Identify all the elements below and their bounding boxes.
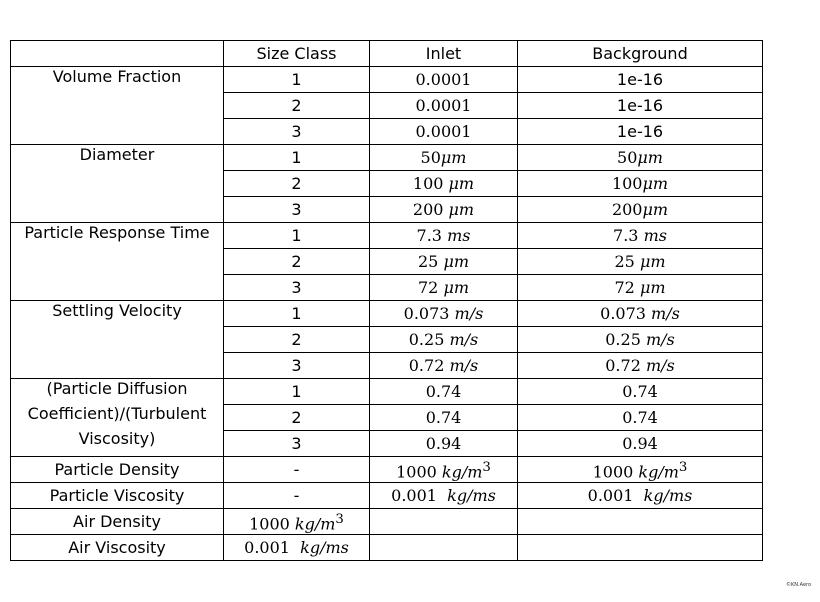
size-class-cell: 1: [224, 67, 370, 93]
inlet-cell: [370, 223, 518, 249]
value-unit: kg/ms: [447, 486, 496, 505]
value-unit: μm: [642, 174, 669, 193]
inlet-cell: [370, 535, 518, 561]
background-cell: [518, 353, 763, 379]
table-row: [11, 67, 763, 93]
background-cell: [518, 301, 763, 327]
value-unit: kg/ms: [300, 538, 349, 557]
inlet-cell: [370, 457, 518, 483]
value-unit: kg/m: [294, 514, 336, 534]
value-number: 50: [617, 148, 638, 167]
value-number: 7.3: [416, 226, 448, 245]
inlet-cell: 0.0001: [370, 119, 518, 145]
value-unit: kg/m: [638, 462, 679, 482]
background-cell: [518, 145, 763, 171]
value-number: 1000: [249, 514, 295, 534]
value-unit: μm: [448, 200, 475, 219]
size-class-cell: 2: [224, 405, 370, 431]
size-class-cell: 1: [224, 223, 370, 249]
inlet-cell: [370, 327, 518, 353]
value-unit: μm: [443, 278, 470, 297]
value-number: 200: [412, 200, 449, 219]
background-cell: [518, 535, 763, 561]
value-number: 200: [611, 200, 643, 219]
inlet-cell: 0.0001: [370, 93, 518, 119]
table-row: [11, 379, 763, 405]
background-cell: [518, 275, 763, 301]
value-number: 7.3: [613, 226, 644, 245]
value-exponent: 3: [335, 511, 344, 527]
value-number: 0.073: [403, 304, 455, 323]
background-cell: 1e-16: [518, 119, 763, 145]
size-class-cell: 2: [224, 249, 370, 275]
value-number: 25: [614, 252, 640, 271]
value-number: 0.25: [605, 330, 646, 349]
value-exponent: 3: [678, 459, 688, 475]
value-number: 0.72: [605, 356, 646, 375]
table-row: [11, 457, 763, 483]
table-row: [11, 535, 763, 561]
background-cell: [518, 483, 763, 509]
value-unit: m/s: [449, 356, 479, 375]
size-class-cell: 3: [224, 275, 370, 301]
inlet-cell: [370, 275, 518, 301]
inlet-cell: 0.74: [370, 379, 518, 405]
size-class-cell: 3: [224, 353, 370, 379]
table-row: [11, 223, 763, 249]
value-number: 50: [420, 148, 441, 167]
table-row: [11, 145, 763, 171]
value-unit: ms: [447, 226, 471, 245]
size-class-cell: 1: [224, 301, 370, 327]
value-unit: μm: [639, 252, 666, 271]
size-class-cell: 3: [224, 119, 370, 145]
size-class-cell: 2: [224, 327, 370, 353]
label-line: Coefficient)/(Turbulent: [27, 404, 207, 423]
size-class-cell: 2: [224, 93, 370, 119]
row-label-particle-density: Particle Density: [11, 457, 224, 483]
table-row: [11, 483, 763, 509]
value-number: 0.001: [244, 538, 301, 557]
size-class-cell: 1: [224, 379, 370, 405]
inlet-cell: [370, 171, 518, 197]
inlet-cell: 0.74: [370, 405, 518, 431]
size-class-cell: 3: [224, 197, 370, 223]
header-corner-cell: [11, 41, 224, 67]
row-label-air-viscosity: Air Viscosity: [11, 535, 224, 561]
inlet-cell: [370, 249, 518, 275]
size-class-cell: 1: [224, 145, 370, 171]
label-line: Viscosity): [78, 429, 156, 448]
table-row: [11, 509, 763, 535]
size-class-cell: 3: [224, 431, 370, 457]
inlet-cell: [370, 197, 518, 223]
value-unit: m/s: [454, 304, 484, 323]
inlet-cell: [370, 353, 518, 379]
background-cell: [518, 509, 763, 535]
value-unit: m/s: [645, 330, 675, 349]
inlet-cell: [370, 301, 518, 327]
value-number: 100: [412, 174, 449, 193]
inlet-cell: 0.0001: [370, 67, 518, 93]
value-number: 0.72: [408, 356, 450, 375]
value-unit: μm: [440, 148, 467, 167]
row-label-air-density: Air Density: [11, 509, 224, 535]
value-unit: m/s: [645, 356, 675, 375]
value-number: 0.25: [408, 330, 450, 349]
value-number: 1000: [592, 462, 639, 482]
header-row: [11, 41, 763, 67]
value-unit: m/s: [651, 304, 680, 323]
header-size-class: Size Class: [224, 41, 370, 67]
value-number: 1000: [396, 462, 442, 482]
background-cell: [518, 249, 763, 275]
inlet-cell: [370, 483, 518, 509]
header-inlet: Inlet: [370, 41, 518, 67]
value-number: 72: [417, 278, 444, 297]
size-class-cell: -: [224, 483, 370, 509]
value-unit: μm: [637, 148, 663, 167]
background-cell: 0.74: [518, 379, 763, 405]
row-label-settling-velocity: Settling Velocity: [11, 301, 224, 379]
row-label-volume-fraction: Volume Fraction: [11, 67, 224, 145]
value-unit: kg/ms: [643, 486, 693, 505]
row-label-diffusion-ratio: [11, 379, 224, 457]
row-label-particle-viscosity: Particle Viscosity: [11, 483, 224, 509]
size-class-cell: [224, 509, 370, 535]
value-unit: μm: [642, 200, 669, 219]
background-cell: 1e-16: [518, 93, 763, 119]
value-unit: m/s: [449, 330, 479, 349]
value-unit: kg/m: [441, 462, 483, 482]
value-unit: μm: [443, 252, 470, 271]
table-row: [11, 301, 763, 327]
size-class-cell: 2: [224, 171, 370, 197]
label-line: (Particle Diffusion: [46, 379, 188, 398]
value-number: 100: [611, 174, 643, 193]
inlet-cell: 0.94: [370, 431, 518, 457]
value-number: 25: [417, 252, 444, 271]
value-unit: ms: [643, 226, 667, 245]
value-exponent: 3: [482, 459, 491, 475]
inlet-cell: [370, 145, 518, 171]
properties-table: [10, 40, 763, 561]
inlet-cell: [370, 509, 518, 535]
background-cell: [518, 197, 763, 223]
size-class-cell: -: [224, 457, 370, 483]
value-number: 0.073: [600, 304, 652, 323]
background-cell: [518, 223, 763, 249]
background-cell: 0.94: [518, 431, 763, 457]
row-label-diameter: Diameter: [11, 145, 224, 223]
value-unit: μm: [448, 174, 475, 193]
background-cell: [518, 171, 763, 197]
background-cell: 0.74: [518, 405, 763, 431]
value-unit: μm: [639, 278, 666, 297]
watermark: ©KN.Aero: [786, 582, 812, 588]
background-cell: 1e-16: [518, 67, 763, 93]
size-class-cell: [224, 535, 370, 561]
header-background: Background: [518, 41, 763, 67]
background-cell: [518, 327, 763, 353]
background-cell: [518, 457, 763, 483]
value-number: 72: [614, 278, 640, 297]
value-number: 0.001: [587, 486, 644, 505]
row-label-particle-response-time: Particle Response Time: [11, 223, 224, 301]
value-number: 0.001: [391, 486, 448, 505]
